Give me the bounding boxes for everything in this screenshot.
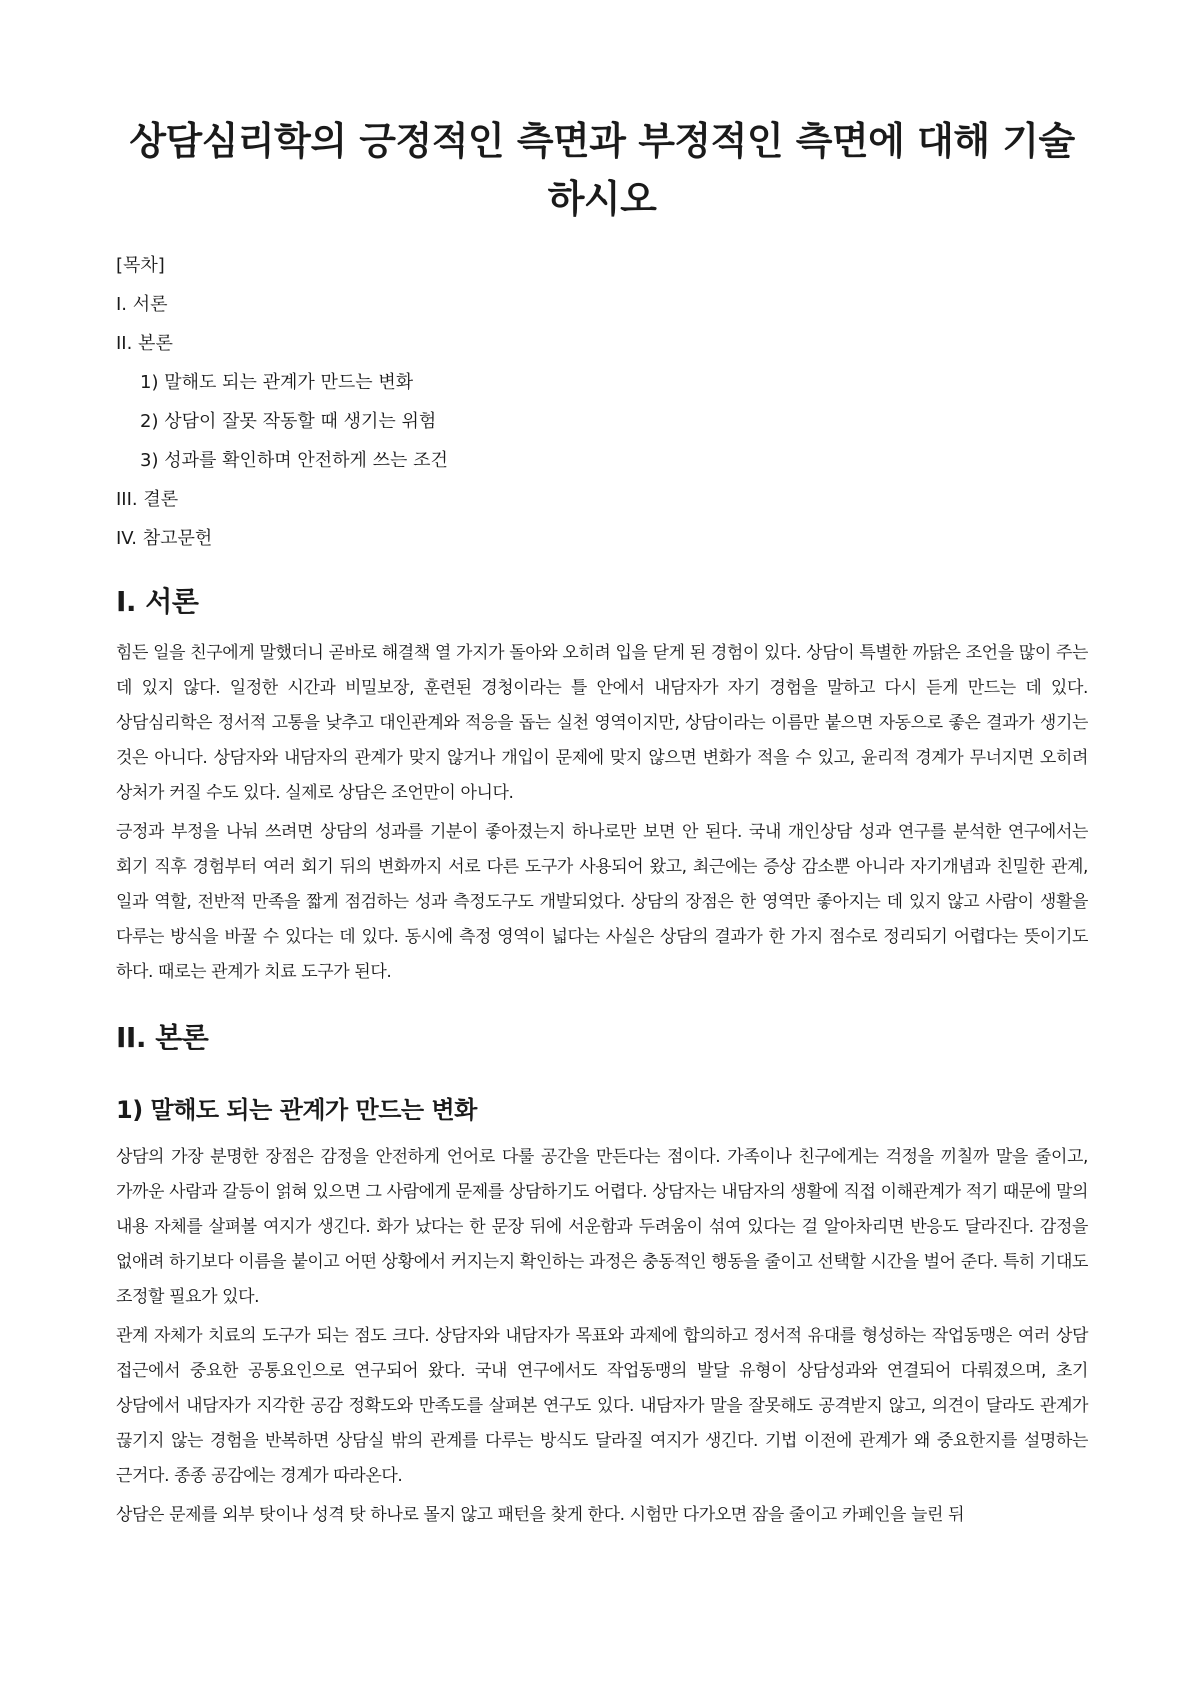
intro-paragraph: 힘든 일을 친구에게 말했더니 곧바로 해결책 열 가지가 돌아와 오히려 입을 닫게 된 경험이 있다. 상담이 특별한 까닭은 조언을 많이 주는 데 있지 않다. 일정한 시간과 비밀보장, 훈련된 경청이라는 틀 안에서 내담자가 자기 경험을 말하고 다시 듣게 만드는 데 있다. 상담심리학은 정서적 고통을 낮추고 대인관계와 적응을 돕는 실천 영역이지만, 상담이라는 이름만 붙으면 자동으로 좋은 결과가 생기는 것은 아니다. 상담자와 내담자의 관계가 맞지 않거나 개입이 문제에 맞지 않으면 변화가 적을 수 있고, 윤리적 경계가 무너지면 오히려 상처가 커질 수도 있다. 실제로 상담은 조언만이 아니다. bbox=[116, 643, 1088, 803]
toc-heading: [목차] bbox=[116, 255, 165, 276]
table-of-contents bbox=[116, 246, 1088, 558]
body-paragraph: 상담의 가장 분명한 장점은 감정을 안전하게 언어로 다룰 공간을 만든다는 점이다. 가족이나 친구에게는 걱정을 끼칠까 말을 줄이고, 가까운 사람과 갈등이 얽혀 있으면 그 사람에게 문제를 상담하기도 어렵다. 상담자는 내담자의 생활에 직접 이해관계가 적기 때문에 말의 내용 자체를 살펴볼 여지가 생긴다. 화가 났다는 한 문장 뒤에 서운함과 두려움이 섞여 있다는 걸 알아차리면 반응도 달라진다. 감정을 없애려 하기보다 이름을 붙이고 어떤 상황에서 커지는지 확인하는 과정은 충동적인 행동을 줄이고 선택할 시간을 벌어 준다. 특히 기대도 조정할 필요가 있다. bbox=[116, 1147, 1088, 1307]
toc-item: II. 본론 bbox=[116, 333, 173, 354]
document-title: 상담심리학의 긍정적인 측면과 부정적인 측면에 대해 기술하시오 bbox=[129, 119, 1075, 221]
toc-item: 3) 성과를 확인하며 안전하게 쓰는 조건 bbox=[140, 450, 448, 471]
intro-paragraph: 긍정과 부정을 나눠 쓰려면 상담의 성과를 기분이 좋아졌는지 하나로만 보면 안 된다. 국내 개인상담 성과 연구를 분석한 연구에서는 회기 직후 경험부터 여러 회기 뒤의 변화까지 서로 다른 도구가 사용되어 왔고, 최근에는 증상 감소뿐 아니라 자기개념과 친밀한 관계, 일과 역할, 전반적 만족을 짧게 점검하는 성과 측정도구도 개발되었다. 상담의 장점은 한 영역만 좋아지는 데 있지 않고 사람이 생활을 다루는 방식을 바꿀 수 있다는 데 있다. 동시에 측정 영역이 넓다는 사실은 상담의 결과가 한 가지 점수로 정리되기 어렵다는 뜻이기도 하다. 때로는 관계가 치료 도구가 된다. bbox=[116, 822, 1088, 982]
section-heading-intro: I. 서론 bbox=[116, 585, 199, 618]
toc-item: 2) 상담이 잘못 작동할 때 생기는 위험 bbox=[140, 411, 437, 432]
toc-item: IV. 참고문헌 bbox=[116, 528, 213, 549]
toc-item: 1) 말해도 되는 관계가 만드는 변화 bbox=[140, 372, 414, 393]
body-paragraph: 상담은 문제를 외부 탓이나 성격 탓 하나로 몰지 않고 패턴을 찾게 한다. 시험만 다가오면 잠을 줄이고 카페인을 늘린 뒤 bbox=[116, 1505, 965, 1525]
toc-item: I. 서론 bbox=[116, 294, 168, 315]
subsection-heading-1: 1) 말해도 되는 관계가 만드는 변화 bbox=[116, 1096, 477, 1124]
section-heading-body: II. 본론 bbox=[116, 1021, 209, 1054]
toc-item: III. 결론 bbox=[116, 489, 179, 510]
body-paragraph: 관계 자체가 치료의 도구가 되는 점도 크다. 상담자와 내담자가 목표와 과제에 합의하고 정서적 유대를 형성하는 작업동맹은 여러 상담 접근에서 중요한 공통요인으로 연구되어 왔다. 국내 연구에서도 작업동맹의 발달 유형이 상담성과와 연결되어 다뤄졌으며, 초기 상담에서 내담자가 지각한 공감 정확도와 만족도를 살펴본 연구도 있다. 내담자가 말을 잘못해도 공격받지 않고, 의견이 달라도 관계가 끊기지 않는 경험을 반복하면 상담실 밖의 관계를 다루는 방식도 달라질 여지가 생긴다. 기법 이전에 관계가 왜 중요한지를 설명하는 근거다. 종종 공감에는 경계가 따라온다. bbox=[116, 1326, 1088, 1486]
